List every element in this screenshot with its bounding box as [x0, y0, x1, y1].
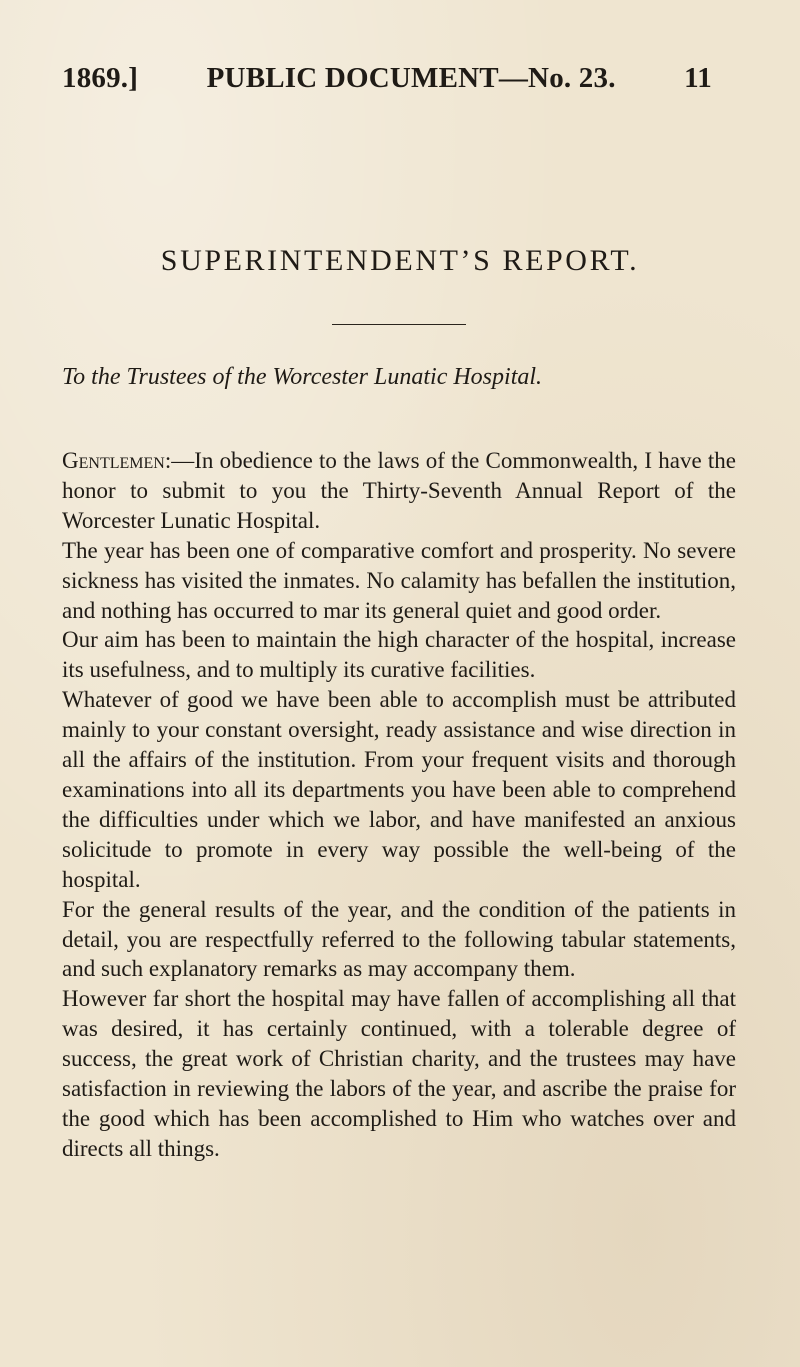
- paragraph-2: The year has been one of comparative comfort and prosperity. No severe sickness has visited the inmates. No calamity has befallen the institution, and nothing has occurred to mar its general quiet and good order.: [62, 537, 736, 623]
- title-rule: [332, 324, 466, 325]
- paragraph-1-text: :—In obedience to the laws of the Commonwealth, I have the honor to submit to you the Thirty-Seventh Annual Report of the Worcester Lunatic Hospital.: [62, 448, 736, 533]
- salutation: To the Trustees of the Worcester Lunatic Hospital.: [62, 364, 543, 390]
- paragraph-6: However far short the hospital may have fallen of accomplishing all that was desired, it has certainly continued, with a tolerable degree of success, the great work of Christian charity, and the trustees may have satisfaction in reviewing the labors of the year, and ascribe the praise for the good which has been accomplished to Him who watches over and directs all things.: [62, 986, 736, 1161]
- paragraph-4: Whatever of good we have been able to accomplish must be attributed mainly to your constant oversight, ready assistance and wise direction in all the affairs of the institution. From your frequent visits and thorough examinations into all its departments you have been able to comprehend the difficulties under which we labor, and have manifested an anxious solicitude to promote in every way possible the well-being of the hospital.: [62, 687, 736, 892]
- paragraph-5: For the general results of the year, and the condition of the patients in detail, you are respectfully referred to the following tabular statements, and such explanatory remarks as may accompany them.: [62, 896, 736, 982]
- report-title: SUPERINTENDENT’S REPORT.: [160, 244, 640, 277]
- paragraph-1: [62, 446, 736, 536]
- salutation-lead: Gentlemen: [62, 448, 165, 473]
- header-document-number: PUBLIC DOCUMENT—No. 23.: [206, 62, 616, 94]
- paragraph-3: Our aim has been to maintain the high character of the hospital, increase its usefulness, and to multiply its curative facilities.: [62, 627, 736, 683]
- header-page-number: 11: [684, 62, 712, 94]
- header-year: 1869.]: [62, 62, 139, 94]
- report-body: [62, 446, 736, 1164]
- running-header: [62, 62, 712, 95]
